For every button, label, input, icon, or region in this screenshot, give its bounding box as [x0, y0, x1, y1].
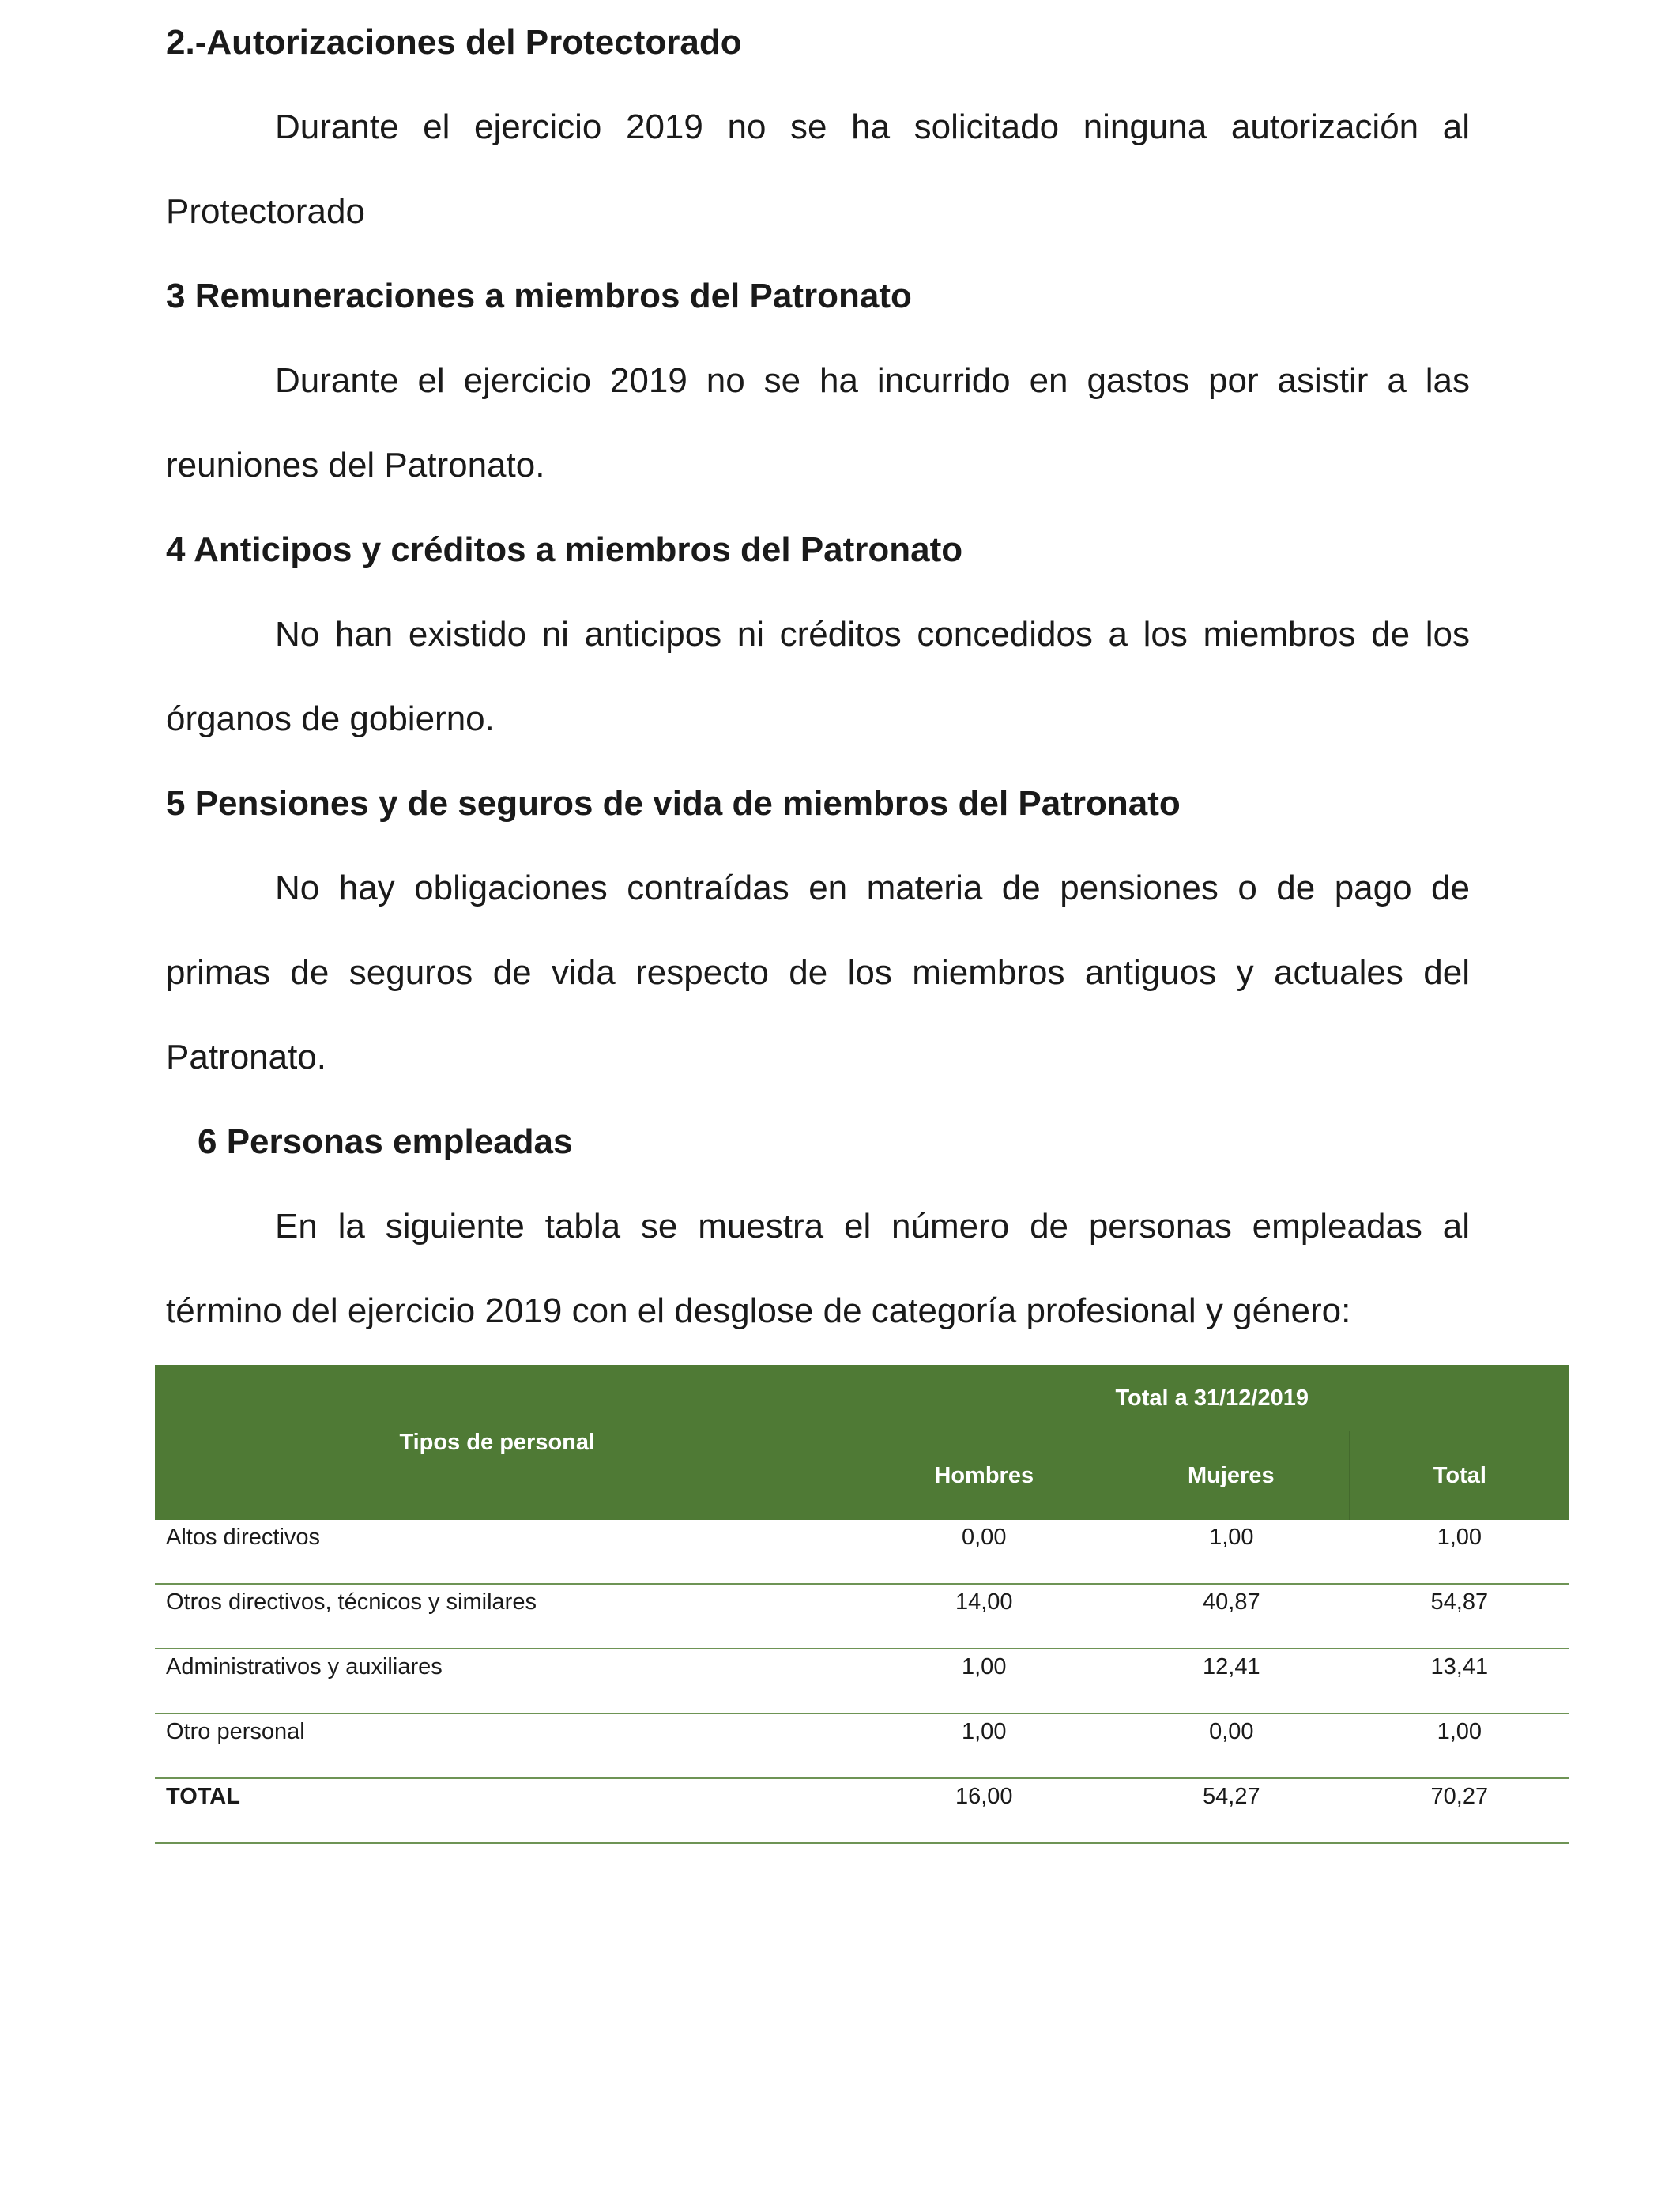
row-total: 13,41	[1350, 1649, 1569, 1713]
section-2-heading: 2.-Autorizaciones del Protectorado	[166, 23, 742, 62]
section-5-heading: 5 Pensiones y de seguros de vida de miembros del Patronato	[166, 784, 1181, 823]
table-total-row	[155, 1778, 1569, 1843]
row-hombres: 1,00	[855, 1649, 1113, 1713]
section-6-text: En la siguiente tabla se muestra el número de personas empleadas al término del ejercicio 2019 con el desglose de categoría profesional y género:	[166, 1207, 1470, 1330]
row-hombres: 14,00	[855, 1584, 1113, 1649]
row-label: TOTAL	[155, 1778, 855, 1843]
section-3-text: Durante el ejercicio 2019 no se ha incurrido en gastos por asistir a las reuniones del Patronato.	[166, 361, 1470, 484]
section-2-text: Durante el ejercicio 2019 no se ha solicitado ninguna autorización al Protectorado	[166, 107, 1470, 231]
section-3-heading: 3 Remuneraciones a miembros del Patronato	[166, 277, 912, 315]
row-total: 1,00	[1350, 1520, 1569, 1584]
section-6-heading: 6 Personas empleadas	[198, 1122, 573, 1161]
row-label: Altos directivos	[155, 1520, 855, 1584]
header-mujeres: Mujeres	[1113, 1431, 1350, 1520]
section-5-text: No hay obligaciones contraídas en materia de pensiones o de pago de primas de seguros de vida respecto de los miembros antiguos y actuales del Patronato.	[166, 869, 1470, 1076]
table-row	[155, 1713, 1569, 1778]
header-total: Total	[1350, 1431, 1569, 1520]
row-hombres: 0,00	[855, 1520, 1113, 1584]
row-hombres: 16,00	[855, 1778, 1113, 1843]
header-tipos-de-personal: Tipos de personal	[155, 1365, 855, 1520]
row-label: Otros directivos, técnicos y similares	[155, 1584, 855, 1649]
row-total: 54,87	[1350, 1584, 1569, 1649]
table-row	[155, 1584, 1569, 1649]
section-4-text: No han existido ni anticipos ni créditos concedidos a los miembros de los órganos de gobierno.	[166, 615, 1470, 738]
row-hombres: 1,00	[855, 1713, 1113, 1778]
row-mujeres: 54,27	[1113, 1778, 1350, 1843]
section-4-heading: 4 Anticipos y créditos a miembros del Patronato	[166, 530, 963, 569]
table-row	[155, 1649, 1569, 1713]
document-body	[166, 0, 1470, 1353]
row-label: Otro personal	[155, 1713, 855, 1778]
row-mujeres: 40,87	[1113, 1584, 1350, 1649]
header-hombres: Hombres	[855, 1431, 1113, 1520]
row-label: Administrativos y auxiliares	[155, 1649, 855, 1713]
table-row	[155, 1520, 1569, 1584]
row-total: 70,27	[1350, 1778, 1569, 1843]
header-total-group: Total a 31/12/2019	[855, 1365, 1569, 1431]
row-mujeres: 12,41	[1113, 1649, 1350, 1713]
row-mujeres: 1,00	[1113, 1520, 1350, 1584]
row-mujeres: 0,00	[1113, 1713, 1350, 1778]
row-total: 1,00	[1350, 1713, 1569, 1778]
staff-table	[155, 1365, 1569, 1844]
